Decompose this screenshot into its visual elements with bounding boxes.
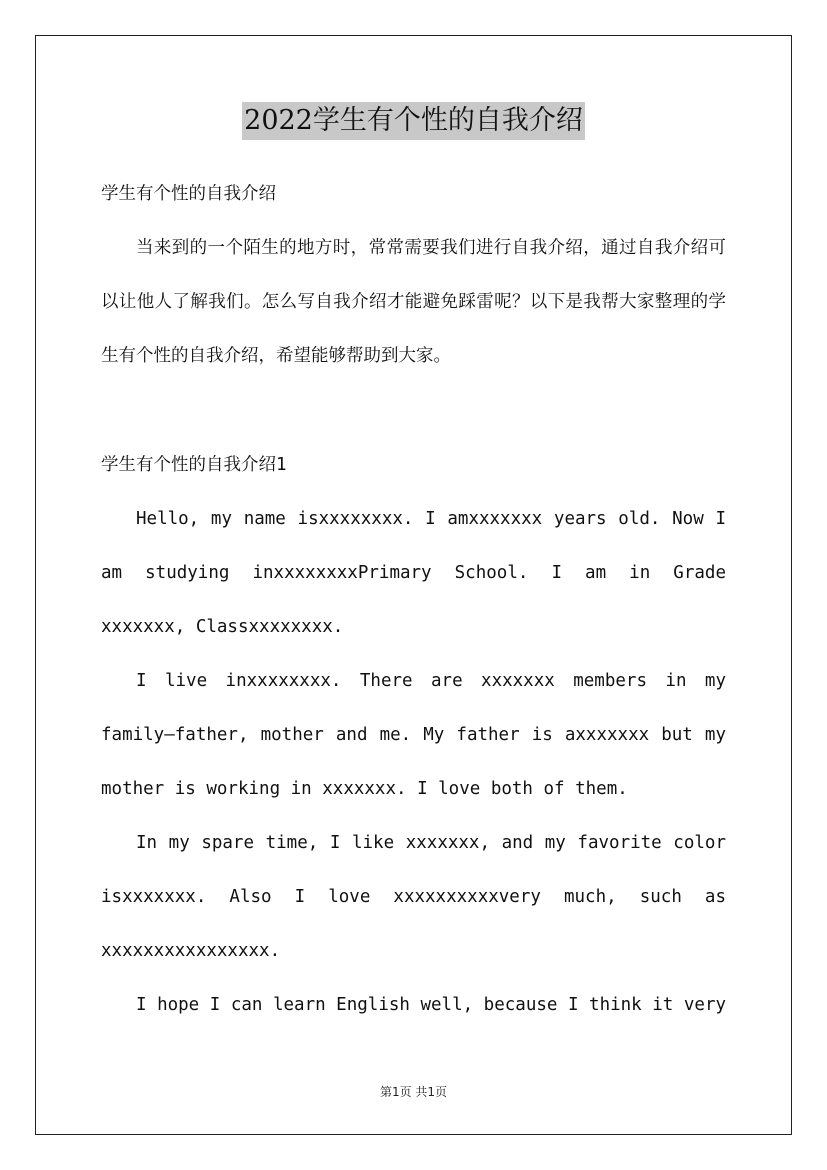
intro-paragraph (101, 221, 726, 383)
paragraph-3: In my spare time, I like xxxxxxx, and my favorite color isxxxxxxx. Also I love xxxxxxxxxxvery much, such as xxxxxxxxxxxxxxxx. (101, 833, 726, 961)
english-body (101, 492, 726, 1032)
intro-text: 当来到的一个陌生的地方时，常常需要我们进行自我介绍，通过自我介绍可以让他人了解我们。怎么写自我介绍才能避免踩雷呢？以下是我帮大家整理的学生有个性的自我介绍，希望能够帮助到大家。 (101, 238, 726, 366)
section-heading: 学生有个性的自我介绍1 (101, 455, 287, 475)
document-title: 2022学生有个性的自我介绍 (242, 102, 585, 140)
title-container (0, 102, 827, 140)
paragraph-2: I live inxxxxxxxx. There are xxxxxxx members in my family—father, mother and me. My father is axxxxxxx but my mother is working in xxxxxxx. I love both of them. (101, 671, 726, 799)
paragraph-4: I hope I can learn English well, because I think it very (136, 995, 727, 1015)
page-footer: 第1页 共1页 (379, 1085, 448, 1099)
subheading: 学生有个性的自我介绍 (101, 184, 276, 204)
paragraph-1: Hello, my name isxxxxxxxx. I amxxxxxxx years old. Now I am studying inxxxxxxxxPrimary School. I am in Grade xxxxxxx, Classxxxxxxxx. (101, 509, 726, 637)
